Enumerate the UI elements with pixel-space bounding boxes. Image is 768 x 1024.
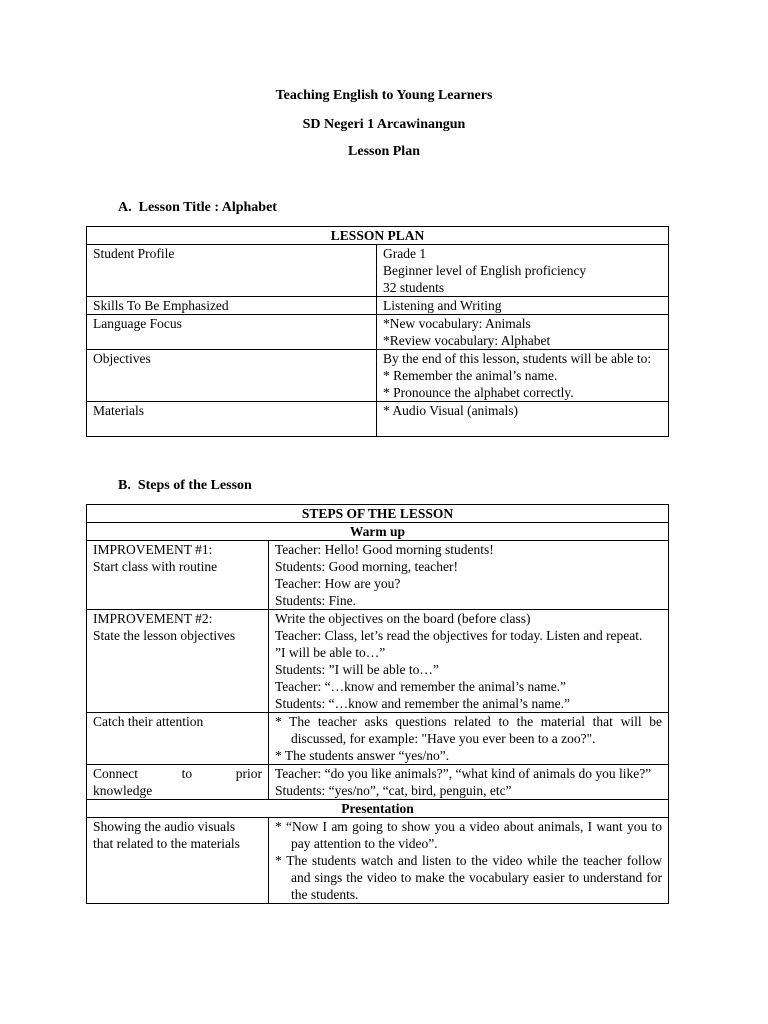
step-label-word: prior [235,766,262,781]
value-line: * Audio Visual (animals) [383,403,519,418]
doc-title-type: Lesson Plan [348,144,420,159]
value-line: Listening and Writing [383,298,502,313]
step-content [269,765,669,800]
value-line: 32 students [383,280,445,295]
row-value [377,402,669,437]
value-line: * Pronounce the alphabet correctly. [383,385,574,400]
row-label: Objectives [87,350,377,402]
table-row [87,541,669,610]
step-content [269,818,669,904]
step-label-line: IMPROVEMENT #2: [93,611,213,626]
step-line: Teacher: How are you? [275,576,401,591]
step-label-line: Start class with routine [93,559,218,574]
step-line: Teacher: Class, let’s read the objectives for today. Listen and repeat. [275,628,643,643]
section-b-label: B. [118,478,131,493]
step-line: Students: Fine. [275,593,357,608]
doc-title-course: Teaching English to Young Learners [275,88,493,103]
step-label-line [93,765,262,782]
doc-title-school: SD Negeri 1 Arcawinangun [302,117,466,132]
table-row [87,610,669,713]
row-value [377,315,669,350]
lesson-plan-heading: LESSON PLAN [87,227,669,245]
step-label-line: Catch their attention [93,714,204,729]
step-line: * The students watch and listen to the video while the teacher follow and sings the video to make the vocabulary easier to understand for the students. [275,853,662,902]
table-row [87,713,669,765]
table-row [87,402,669,437]
step-label-word: Connect [93,766,138,781]
presentation-heading: Presentation [87,800,669,818]
section-b-title: Steps of the Lesson [137,478,252,493]
steps-heading: STEPS OF THE LESSON [87,505,669,523]
table-row [87,245,669,297]
step-line: ”I will be able to…” [275,645,386,660]
step-line: * The students answer “yes/no”. [275,748,450,763]
step-label [87,713,269,765]
table-row [87,350,669,402]
step-line: Teacher: “do you like animals?”, “what kind of animals do you like?” [275,766,652,781]
row-value [377,350,669,402]
step-line: Students: ”I will be able to…” [275,662,439,677]
row-value [377,297,669,315]
step-line: Students: “…know and remember the animal’s name.” [275,696,571,711]
steps-table [86,504,669,904]
step-label [87,541,269,610]
step-label-line: IMPROVEMENT #1: [93,542,213,557]
row-label: Language Focus [87,315,377,350]
step-line: * “Now I am going to show you a video about animals, I want you to pay attention to the video”. [275,819,662,851]
value-line: Grade 1 [383,246,427,261]
value-line: *New vocabulary: Animals [383,316,531,331]
value-line: Beginner level of English proficiency [383,263,587,278]
value-line: *Review vocabulary: Alphabet [383,333,551,348]
section-b-heading [118,478,252,494]
step-content [269,713,669,765]
value-line: By the end of this lesson, students will be able to: [383,351,652,366]
value-line: * Remember the animal’s name. [383,368,558,383]
section-a-label: A. [118,200,132,215]
row-label: Skills To Be Emphasized [87,297,377,315]
step-label [87,765,269,800]
table-row [87,315,669,350]
step-label-word: to [181,766,193,781]
step-label [87,610,269,713]
step-line: * The teacher asks questions related to the material that will be discussed, for example: "Have you ever been to a zoo?". [275,714,662,746]
table-row [87,818,669,904]
lesson-plan-table [86,226,669,437]
row-value [377,245,669,297]
row-label: Student Profile [87,245,377,297]
step-label-line: Showing the audio visuals [93,819,236,834]
step-line: Students: Good morning, teacher! [275,559,458,574]
step-label-line: that related to the materials [93,836,240,851]
step-line: Students: “yes/no”, “cat, bird, penguin, etc” [275,783,512,798]
section-a-heading [118,200,277,216]
step-content [269,541,669,610]
step-line: Teacher: “…know and remember the animal’s name.” [275,679,567,694]
warmup-heading: Warm up [87,523,669,541]
step-label-line: State the lesson objectives [93,628,236,643]
step-label [87,818,269,904]
table-row [87,297,669,315]
step-line: Write the objectives on the board (before class) [275,611,531,626]
section-a-title: Lesson Title : Alphabet [138,200,277,215]
step-line: Teacher: Hello! Good morning students! [275,542,494,557]
table-row [87,765,669,800]
row-label: Materials [87,402,377,437]
step-content [269,610,669,713]
step-label-line: knowledge [93,783,153,798]
